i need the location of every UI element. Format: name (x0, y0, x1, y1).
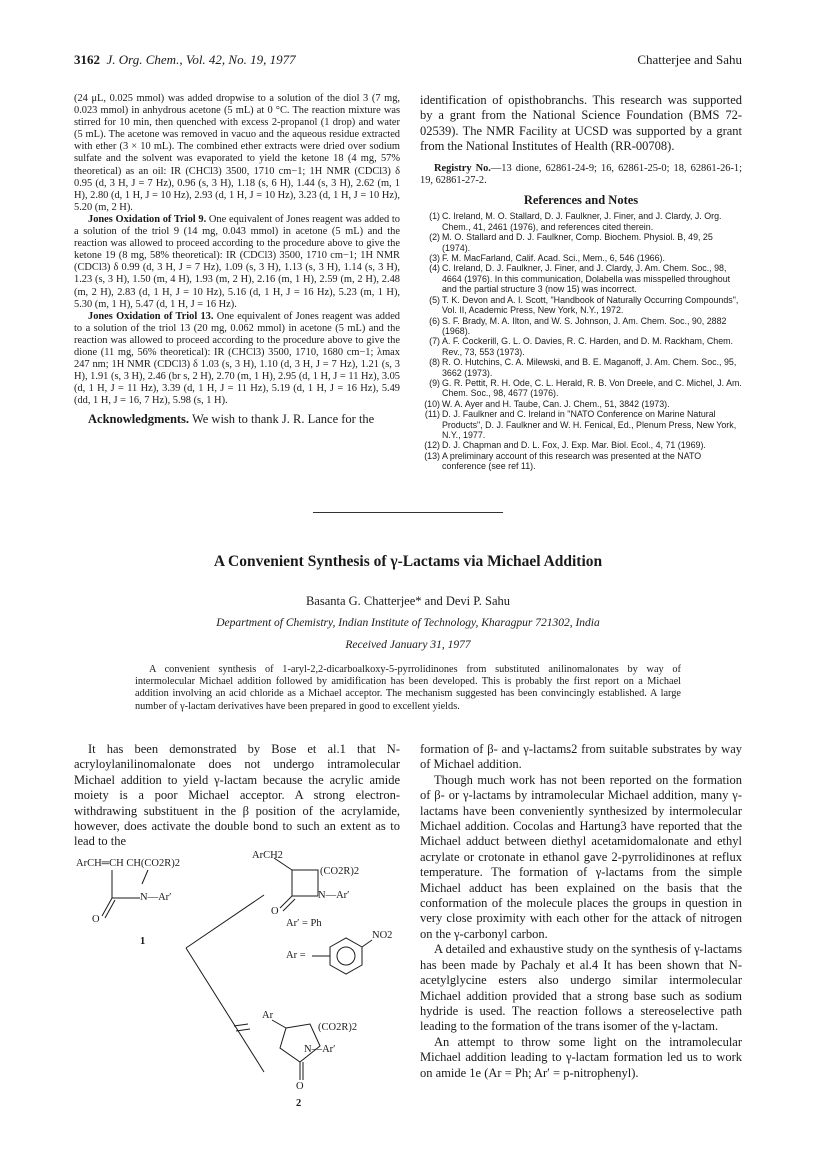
arrow-lower (186, 948, 264, 1072)
bond (272, 1020, 286, 1028)
reference-number: (13) (424, 450, 440, 461)
registry-heading: Registry No. (434, 162, 491, 174)
registry-numbers (420, 163, 742, 188)
paragraph-text: One equivalent of Jones reagent was added to a solution of the triol 9 (14 mg, 0.043 mmol) in acetone (5 mL) and the reaction was allowed to proceed according to the procedure above to give the ketone 19 (8 mg, 58% theoretical): IR (CDCl3) 3500, 1710 cm−1; 1H NMR (CDCl3) δ 0.99 (d, 3 H, J = 7 Hz), 1.09 (s, 3 H), 1.13 (s, 3 H), 1.14 (s, 3 H), 1.23 (s, 3 H), 1.50 (m, 4 H), 1.93 (m, 2 H), 2.16 (m, 1 H), 2.59 (m, 2 H), 2.48 (m, 2 H), 2.83 (d, 1 H, J = 10 Hz), 5.16 (d, 1 H, J = 16 Hz), 5.23 (m, 1 H), 5.30 (m, 1 H), 5.47 (d, 1 H, J = 16 Hz). (74, 213, 400, 310)
reference-item (420, 316, 742, 337)
article-affiliation: Department of Chemistry, Indian Institute of Technology, Kharagpur 721302, India (216, 617, 600, 629)
intro-left-column (74, 742, 400, 850)
intro-paragraph: A detailed and exhaustive study on the synthesis of γ-lactams has been made by Pachaly et al.4 It has been shown that N-acetylglycine esters also undergo similar intermolecular Michael addition provided that a strong base such as sodium hydride is used. The reaction follows a stereoselective path leading to the formation of the trans isomer of the γ-lactam. (420, 942, 742, 1034)
reference-text: C. Ireland, D. J. Faulkner, J. Finer, and J. Clardy, J. Am. Chem. Soc., 98, 4664 (1976). In this communication, Dolabella was misspelled throughout and the partial structure 3 (now 15) was incorrect. (442, 263, 731, 295)
reference-text: T. K. Devon and A. I. Scott, "Handbook of Naturally Occurring Compounds", Vol. II, Academic Press, New York, N.Y., 1972. (442, 294, 739, 316)
reference-list (420, 211, 742, 471)
experimental-column (74, 93, 400, 428)
references-column (420, 93, 742, 472)
received-date: Received January 31, 1977 (345, 639, 471, 651)
section-rubric: Jones Oxidation of Triol 13. (88, 310, 214, 322)
reference-number: (2) (429, 232, 440, 243)
carbonyl-bond (105, 900, 115, 918)
carbonyl-bond (102, 898, 112, 916)
reference-number: (8) (429, 357, 440, 368)
scheme-ar-prime-def: Ar′ = Ph (286, 918, 322, 929)
scheme-bonds (74, 850, 410, 1118)
scheme-start-n: N—Ar′ (140, 892, 172, 903)
reference-item (420, 357, 742, 378)
scheme-amide-n: N—Ar′ (318, 890, 350, 901)
reference-text: F. M. MacFarland, Calif. Acad. Sci., Mem., 6, 546 (1966). (442, 253, 665, 264)
scheme-amide-n: N—Ar′ (304, 1044, 336, 1055)
paragraph-text: One equivalent of Jones reagent was added to a solution of the triol 13 (20 mg, 0.062 mmol) in acetone (5 mL) and the reaction was allowed to proceed according to the procedure above to give the dione (11 mg, 56% theoretical): IR (CHCl3) 3500, 1710, 1680 cm−1; λmax 247 nm; 1H NMR (CDCl3) δ 1.03 (s, 3 H), 1.10 (d, 3 H, J = 7 Hz), 1.21 (s, 3 H), 1.91 (s, 3 H), 2.46 (br s, 2 H), 2.70 (m, 1 H), 2.95 (d, 1 H, J = 11 Hz), 3.05 (d, 1 H, J = 11 Hz), 3.39 (d, 1 H, J = 11 Hz), 5.19 (d, 1 H, J = 16 Hz), 5.49 (dd, 1 H, J = 16, 7 Hz), 5.98 (s, 1 H). (74, 310, 401, 407)
carbonyl-bond (283, 899, 295, 911)
blocked-mark (234, 1024, 248, 1026)
reference-number: (9) (429, 377, 440, 388)
beta-lactam-ring (292, 870, 318, 896)
scheme-oxygen: O (296, 1081, 304, 1092)
experimental-paragraph (74, 311, 400, 408)
experimental-paragraph: (24 μL, 0.025 mmol) was added dropwise to a solution of the diol 3 (7 mg, 0.023 mmol) in anhydrous acetone (5 mL) at 0 °C. The reaction mixture was stirred for 10 min, then quenched with excess 2-propanol (1 drop) and water (5 mL). The acetone was removed in vacuo and the aqueous residue extracted with ether (3 × 10 mL). The combined ether extracts were dried over sodium sulfate and the solvent was evaporated to yield the ketone 18 (4 mg, 57% theoretical) as an oil: IR (CHCl3) 3500, 1710 cm−1; 1H NMR (CDCl3) δ 0.95 (d, 3 H, J = 7 Hz), 0.96 (s, 3 H), 1.18 (s, 6 H), 1.44 (s, 3 H), 2.62 (m, 1 H), 2.80 (d, 1 H, J = 10 Hz), 2.93 (d, 1 H, J = 10 Hz), 3.23 (d, 1 H, J = 10 Hz), 5.20 (m, 2 H). (74, 93, 400, 213)
scheme-substituent: ArCH2 (252, 850, 283, 861)
registry-text: —13 dione, 62861-24-9; 16, 62861-25-0; 18, 62861-26-1; 19, 62861-27-2. (420, 162, 743, 187)
acknowledgments-heading: Acknowledgments. (88, 412, 190, 427)
aromatic-circle (337, 947, 355, 965)
journal-citation: J. Org. Chem., Vol. 42, No. 19, 1977 (106, 52, 296, 67)
page-number: 3162 (74, 52, 100, 67)
carbonyl-bond (280, 896, 292, 908)
running-head-authors: Chatterjee and Sahu (637, 52, 742, 67)
reference-text: G. R. Pettit, R. H. Ode, C. L. Herald, R. B. Von Dreele, and C. Michel, J. Am. Chem. Soc., 98, 4677 (1976). (442, 377, 742, 399)
abstract: A convenient synthesis of 1-aryl-2,2-dicarboalkoxy-5-pyrrolidinones from substituted anilinomalonates by way of intermolecular Michael addition followed by amidification has been developed. This is probably the first report on a Michael addition involving an acid chloride as a Michael acceptor. The mechanism suggested has been convincingly established. A large number of γ-lactam derivatives have been prepared in good to excellent yields. (135, 664, 681, 712)
reference-item (420, 336, 742, 357)
acknowledgments-continued: identification of opisthobranchs. This research was supported by a grant from the National Science Foundation (BMS 72-02539). The NMR Facility at UCSD was supported by a grant from the National Institutes of Health (RR-00708). (420, 93, 742, 154)
reference-item (420, 399, 742, 409)
reference-text: D. J. Faulkner and C. Ireland in "NATO Conference on Marine Natural Products", D. J. Faulkner and W. H. Fenical, Ed., Plenum Press, New York, N.Y., 1977. (442, 409, 737, 440)
reference-number: (6) (429, 315, 440, 326)
reference-item (420, 378, 742, 399)
reference-item (420, 409, 742, 440)
reference-text: R. O. Hutchins, C. A. Milewski, and B. E. Maganoff, J. Am. Chem. Soc., 95, 3662 (1973). (442, 357, 737, 378)
reference-item (420, 295, 742, 316)
bond (362, 940, 372, 947)
reference-number: (11) (424, 409, 440, 420)
experimental-paragraph (74, 214, 400, 311)
reference-text: C. Ireland, M. O. Stallard, D. J. Faulkner, J. Finer, and J. Clardy, J. Org. Chem., 41, 2461 (1976), and references cited therein. (442, 211, 722, 232)
reference-text: A preliminary account of this research was presented at the NATO conference (see ref 11). (442, 450, 702, 472)
intro-paragraph: An attempt to throw some light on the intramolecular Michael addition leading to γ-lactam formation led us to work on amide 1e (Ar = Ph; Ar′ = p-nitrophenyl). (420, 1034, 742, 1080)
intro-paragraph: Though much work has not been reported on the formation of β- or γ-lactams by intramolecular Michael addition, many γ-lactams have been conveniently synthesized by intermolecular Michael addition. Cocolas and Hartung3 have reported that the Michael adduct between diethyl acetamidomalonate and ethyl acrylate or crotonate in ethanol gave 2-pyrrolidinones at reflux temperature. The formation of γ-lactams from the simple Michael adduct has been explained on the basis that the conformation of the molecule places the groups in question in very close proximity with each other for the attack of nitrogen on the γ-carbonyl carbon. (420, 772, 742, 941)
section-divider (313, 512, 503, 513)
intro-right-column (420, 742, 742, 1081)
scheme-nitro: NO2 (372, 930, 393, 941)
reference-item (420, 211, 742, 232)
reference-number: (5) (429, 294, 440, 305)
bond (142, 870, 148, 884)
scheme-ar-def: Ar = (286, 950, 306, 961)
reference-item (420, 253, 742, 263)
acknowledgments-text: We wish to thank J. R. Lance for the (189, 412, 375, 427)
compound-label-2: 2 (296, 1098, 302, 1109)
scheme-start-left: ArCH═CH CH(CO2R)2 (76, 858, 180, 869)
reference-item (420, 232, 742, 253)
scheme-ester: (CO2R)2 (320, 866, 360, 877)
reference-item (420, 263, 742, 294)
reference-number: (3) (429, 253, 440, 264)
gamma-lactam-ring (280, 1024, 320, 1062)
arrow-upper (186, 895, 264, 948)
reference-number: (10) (424, 398, 440, 409)
reaction-scheme (74, 850, 410, 1118)
reference-text: W. A. Ayer and H. Taube, Can. J. Chem., 51, 3842 (1973). (442, 398, 670, 409)
running-head-left (74, 52, 296, 68)
reference-item (420, 440, 742, 450)
phenyl-ring (330, 938, 362, 974)
reference-number: (7) (429, 336, 440, 347)
reference-text: M. O. Stallard and D. J. Faulkner, Comp. Biochem. Physiol. B, 49, 25 (1974). (442, 232, 713, 253)
scheme-substituent: Ar (262, 1010, 274, 1021)
scheme-start-o: O (92, 914, 100, 925)
reference-text: A. F. Cockerill, G. L. O. Davies, R. C. Harden, and D. M. Rackham, Chem. Rev., 73, 553 (1973). (442, 336, 733, 357)
reference-text: S. F. Brady, M. A. Ilton, and W. S. Johnson, J. Am. Chem. Soc., 90, 2882 (1968). (442, 315, 727, 336)
scheme-ester: (CO2R)2 (318, 1022, 358, 1033)
intro-paragraph: formation of β- and γ-lactams2 from suitable substrates by way of Michael addition. (420, 742, 742, 772)
article-authors: Basanta G. Chatterjee* and Devi P. Sahu (305, 594, 511, 608)
scheme-oxygen: O (271, 906, 279, 917)
reference-text: D. J. Chapman and D. L. Fox, J. Exp. Mar. Biol. Ecol., 4, 71 (1969). (442, 440, 706, 451)
reference-number: (12) (424, 440, 440, 451)
reference-number: (1) (429, 211, 440, 222)
compound-label-1: 1 (140, 936, 146, 947)
article-title: A Convenient Synthesis of γ-Lactams via Michael Addition (213, 553, 603, 570)
running-head (74, 52, 742, 70)
acknowledgments (74, 412, 400, 427)
reference-item (420, 451, 742, 472)
section-rubric: Jones Oxidation of Triol 9. (88, 213, 207, 225)
reference-number: (4) (429, 263, 440, 274)
intro-paragraph: It has been demonstrated by Bose et al.1 that N-acryloylanilinomalonate does not undergo intramolecular Michael addition to yield γ-lactam because the acrylic amide moiety is a poor Michael acceptor. A strong electron-withdrawing substituent in the β position of the acrylamide, however, does activate the double bond to such an extent as to lead to the (74, 742, 400, 849)
references-heading: References and Notes (523, 193, 639, 208)
